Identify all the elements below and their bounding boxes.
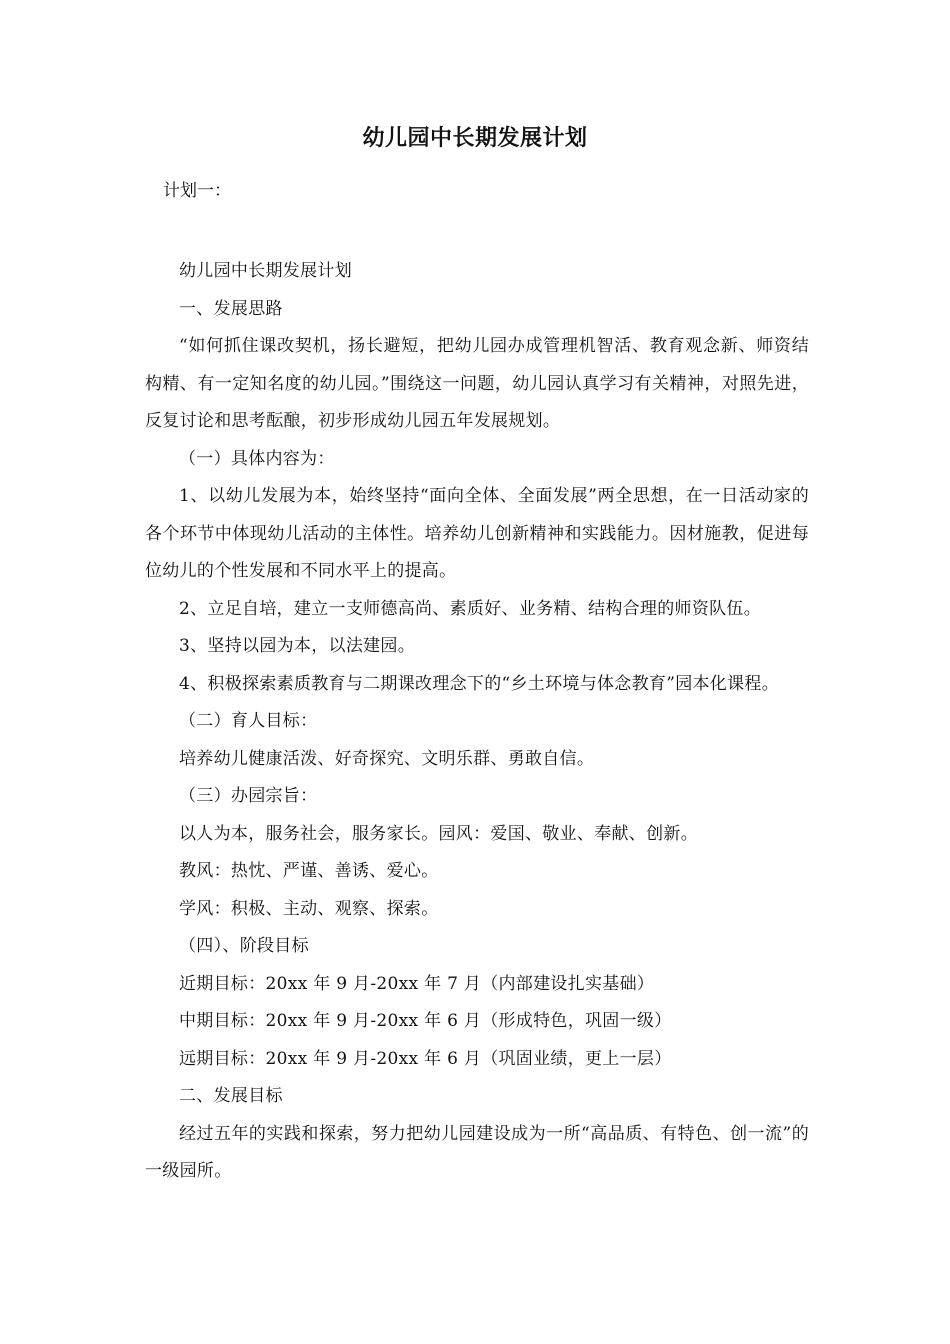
document-body xyxy=(145,253,809,1191)
paragraph: 二、发展目标 xyxy=(179,1086,283,1106)
paragraph: 经过五年的实践和探索，努力把幼儿园建设成为一所“高品质、有特色、创一流”的一级园所。 xyxy=(145,1123,809,1181)
paragraph: 远期目标：20xx 年 9 月-20xx 年 6 月（巩固业绩，更上一层） xyxy=(179,1048,672,1069)
paragraph: （一）具体内容为： xyxy=(179,448,335,469)
paragraph: 以人为本，服务社会，服务家长。园风：爱国、敬业、奉献、创新。 xyxy=(179,823,698,844)
paragraph: 培养幼儿健康活泼、好奇探究、文明乐群、勇敢自信。 xyxy=(179,748,595,769)
paragraph: 近期目标：20xx 年 9 月-20xx 年 7 月（内部建设扎实基础） xyxy=(179,973,655,994)
document-title: 幼儿园中长期发展计划 xyxy=(362,125,588,151)
paragraph: 4、积极探索素质教育与二期课改理念下的“乡土环境与体念教育”园本化课程。 xyxy=(179,673,779,694)
paragraph: （二）育人目标： xyxy=(179,711,318,731)
paragraph: 1、以幼儿发展为本，始终坚持“面向全体、全面发展”两全思想，在一日活动家的各个环节中体现幼儿活动的主体性。培养幼儿创新精神和实践能力。因材施教，促进每位幼儿的个性发展和不同水平上的提高。 xyxy=(145,486,809,581)
paragraph: “如何抓住课改契机，扬长避短，把幼儿园办成管理机智活、教育观念新、师资结构精、有一定知名度的幼儿园。”围绕这一问题，幼儿园认真学习有关精神，对照先进，反复讨论和思考酝酿，初步形成幼儿园五年发展规划。 xyxy=(145,336,809,431)
paragraph: 3、坚持以园为本，以法建园。 xyxy=(179,636,416,656)
paragraph: （四）、阶段目标 xyxy=(179,936,309,956)
paragraph: 学风：积极、主动、观察、探索。 xyxy=(179,898,439,919)
paragraph: 2、立足自培，建立一支师德高尚、素质好、业务精、结构合理的师资队伍。 xyxy=(179,598,762,619)
paragraph: （三）办园宗旨： xyxy=(179,786,318,806)
paragraph: 幼儿园中长期发展计划 xyxy=(179,261,352,281)
paragraph: 一、发展思路 xyxy=(179,298,283,319)
paragraph: 教风：热忱、严谨、善诱、爱心。 xyxy=(179,861,439,881)
paragraph: 中期目标：20xx 年 9 月-20xx 年 6 月（形成特色，巩固一级） xyxy=(179,1011,672,1031)
section-label: 计划一： xyxy=(163,181,231,201)
